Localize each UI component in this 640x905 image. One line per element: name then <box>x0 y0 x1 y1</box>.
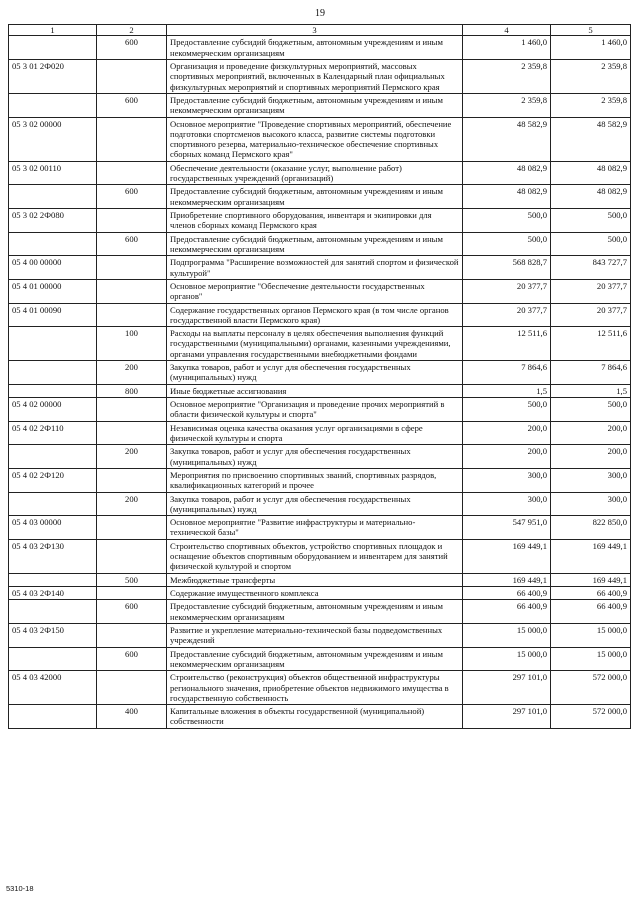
target-article-code <box>9 647 97 671</box>
column-number: 5 <box>551 25 631 36</box>
item-name: Предоставление субсидий бюджетным, автономным учреждениям и иным некоммерческим организациям <box>167 93 463 117</box>
amount-year-1: 2 359,8 <box>463 59 551 93</box>
item-name: Развитие и укрепление материально-технической базы подведомственных учреждений <box>167 623 463 647</box>
amount-year-2: 300,0 <box>551 468 631 492</box>
item-name: Закупка товаров, работ и услуг для обеспечения государственных (муниципальных) нужд <box>167 492 463 516</box>
target-article-code: 05 4 03 00000 <box>9 516 97 540</box>
amount-year-1: 500,0 <box>463 398 551 422</box>
item-name: Капитальные вложения в объекты государственной (муниципальной) собственности <box>167 705 463 729</box>
expense-type-code: 600 <box>97 185 167 209</box>
column-number: 2 <box>97 25 167 36</box>
amount-year-2: 7 864,6 <box>551 361 631 385</box>
target-article-code <box>9 327 97 361</box>
expense-type-code: 400 <box>97 705 167 729</box>
target-article-code <box>9 705 97 729</box>
amount-year-2: 500,0 <box>551 209 631 233</box>
item-name: Подпрограмма "Расширение возможностей для занятий спортом и физической культурой" <box>167 256 463 280</box>
amount-year-2: 48 082,9 <box>551 185 631 209</box>
amount-year-2: 500,0 <box>551 232 631 256</box>
amount-year-2: 1 460,0 <box>551 36 631 60</box>
expense-type-code <box>97 59 167 93</box>
expense-type-code <box>97 303 167 327</box>
amount-year-1: 169 449,1 <box>463 539 551 573</box>
target-article-code: 05 3 02 2Ф080 <box>9 209 97 233</box>
column-number-row <box>9 25 631 36</box>
expense-type-code: 600 <box>97 232 167 256</box>
table-row <box>9 539 631 573</box>
item-name: Основное мероприятие "Развитие инфраструктуры и материально-технической базы" <box>167 516 463 540</box>
item-name: Предоставление субсидий бюджетным, автономным учреждениям и иным некоммерческим организациям <box>167 647 463 671</box>
item-name: Закупка товаров, работ и услуг для обеспечения государственных (муниципальных) нужд <box>167 361 463 385</box>
target-article-code: 05 4 02 2Ф110 <box>9 421 97 445</box>
amount-year-1: 48 082,9 <box>463 161 551 185</box>
target-article-code <box>9 185 97 209</box>
amount-year-1: 20 377,7 <box>463 303 551 327</box>
table-row <box>9 209 631 233</box>
expense-type-code <box>97 539 167 573</box>
target-article-code <box>9 492 97 516</box>
table-row <box>9 303 631 327</box>
table-row <box>9 36 631 60</box>
amount-year-1: 547 951,0 <box>463 516 551 540</box>
table-row <box>9 161 631 185</box>
amount-year-1: 66 400,9 <box>463 587 551 600</box>
expense-type-code <box>97 516 167 540</box>
table-row <box>9 398 631 422</box>
table-row <box>9 623 631 647</box>
table-row <box>9 600 631 624</box>
table-row <box>9 671 631 705</box>
item-name: Предоставление субсидий бюджетным, автономным учреждениям и иным некоммерческим организациям <box>167 232 463 256</box>
expense-type-code: 200 <box>97 361 167 385</box>
amount-year-1: 1 460,0 <box>463 36 551 60</box>
amount-year-2: 48 582,9 <box>551 117 631 161</box>
item-name: Строительство спортивных объектов, устройство спортивных площадок и оснащение объектов спортивным оборудованием и инвентарем для занятий физической культурой и спортом <box>167 539 463 573</box>
amount-year-2: 12 511,6 <box>551 327 631 361</box>
amount-year-1: 15 000,0 <box>463 647 551 671</box>
target-article-code <box>9 361 97 385</box>
expense-type-code: 200 <box>97 445 167 469</box>
amount-year-1: 500,0 <box>463 232 551 256</box>
expense-type-code: 500 <box>97 573 167 586</box>
target-article-code: 05 3 02 00000 <box>9 117 97 161</box>
amount-year-1: 48 082,9 <box>463 185 551 209</box>
amount-year-2: 20 377,7 <box>551 303 631 327</box>
item-name: Основное мероприятие "Проведение спортивных мероприятий, обеспечение подготовки спортсменов высокого класса, развитие системы подготовки спортивного резерва, материально-техническое обеспечение спортивных сборных команд Пермского края" <box>167 117 463 161</box>
expense-type-code: 600 <box>97 93 167 117</box>
amount-year-2: 200,0 <box>551 445 631 469</box>
amount-year-2: 572 000,0 <box>551 671 631 705</box>
item-name: Содержание имущественного комплекса <box>167 587 463 600</box>
table-row <box>9 185 631 209</box>
amount-year-1: 500,0 <box>463 209 551 233</box>
table-row <box>9 468 631 492</box>
amount-year-2: 500,0 <box>551 398 631 422</box>
expense-type-code <box>97 671 167 705</box>
expense-type-code <box>97 623 167 647</box>
item-name: Обеспечение деятельности (оказание услуг, выполнение работ) государственных учреждений (организаций) <box>167 161 463 185</box>
amount-year-1: 15 000,0 <box>463 623 551 647</box>
item-name: Предоставление субсидий бюджетным, автономным учреждениям и иным некоммерческим организациям <box>167 36 463 60</box>
target-article-code: 05 4 01 00090 <box>9 303 97 327</box>
expense-type-code: 600 <box>97 647 167 671</box>
expense-type-code: 600 <box>97 600 167 624</box>
expense-type-code: 200 <box>97 492 167 516</box>
amount-year-1: 66 400,9 <box>463 600 551 624</box>
target-article-code <box>9 600 97 624</box>
footer-code: 5310-18 <box>6 884 34 893</box>
item-name: Межбюджетные трансферты <box>167 573 463 586</box>
table-row <box>9 327 631 361</box>
table-row <box>9 516 631 540</box>
table-row <box>9 256 631 280</box>
amount-year-1: 169 449,1 <box>463 573 551 586</box>
amount-year-1: 12 511,6 <box>463 327 551 361</box>
table-row <box>9 705 631 729</box>
target-article-code <box>9 36 97 60</box>
amount-year-1: 20 377,7 <box>463 279 551 303</box>
expense-type-code <box>97 421 167 445</box>
expense-type-code <box>97 209 167 233</box>
column-number: 3 <box>167 25 463 36</box>
budget-table <box>8 24 631 729</box>
amount-year-2: 20 377,7 <box>551 279 631 303</box>
page-number: 19 <box>315 8 325 19</box>
target-article-code: 05 4 03 42000 <box>9 671 97 705</box>
expense-type-code: 600 <box>97 36 167 60</box>
expense-type-code: 100 <box>97 327 167 361</box>
item-name: Основное мероприятие "Организация и проведение прочих мероприятий в области физической культуры и спорта" <box>167 398 463 422</box>
table-row <box>9 117 631 161</box>
item-name: Организация и проведение физкультурных мероприятий, массовых спортивных мероприятий, включенных в Календарный план официальных физкультурных мероприятий и спортивных мероприятий Пермского края <box>167 59 463 93</box>
table-row <box>9 279 631 303</box>
item-name: Иные бюджетные ассигнования <box>167 384 463 397</box>
amount-year-2: 1,5 <box>551 384 631 397</box>
amount-year-1: 1,5 <box>463 384 551 397</box>
table-row <box>9 384 631 397</box>
amount-year-1: 200,0 <box>463 445 551 469</box>
item-name: Расходы на выплаты персоналу в целях обеспечения выполнения функций государственными (муниципальными) органами, казенными учреждениями, органами управления государственными внебюджетными фондами <box>167 327 463 361</box>
amount-year-2: 15 000,0 <box>551 623 631 647</box>
target-article-code: 05 3 02 00110 <box>9 161 97 185</box>
target-article-code <box>9 445 97 469</box>
table-row <box>9 93 631 117</box>
expense-type-code <box>97 117 167 161</box>
amount-year-2: 572 000,0 <box>551 705 631 729</box>
table-row <box>9 587 631 600</box>
target-article-code <box>9 573 97 586</box>
table-row <box>9 445 631 469</box>
target-article-code: 05 4 01 00000 <box>9 279 97 303</box>
item-name: Приобретение спортивного оборудования, инвентаря и экипировки для членов сборных команд Пермского края <box>167 209 463 233</box>
table-row <box>9 573 631 586</box>
amount-year-1: 2 359,8 <box>463 93 551 117</box>
amount-year-2: 66 400,9 <box>551 587 631 600</box>
amount-year-1: 300,0 <box>463 492 551 516</box>
item-name: Содержание государственных органов Пермского края (в том числе органов государственной власти Пермского края) <box>167 303 463 327</box>
amount-year-2: 843 727,7 <box>551 256 631 280</box>
amount-year-1: 300,0 <box>463 468 551 492</box>
table-row <box>9 421 631 445</box>
target-article-code: 05 4 03 2Ф150 <box>9 623 97 647</box>
table-row <box>9 59 631 93</box>
amount-year-2: 822 850,0 <box>551 516 631 540</box>
target-article-code <box>9 384 97 397</box>
expense-type-code: 800 <box>97 384 167 397</box>
item-name: Мероприятия по присвоению спортивных званий, спортивных разрядов, квалификационных категорий и прочее <box>167 468 463 492</box>
amount-year-2: 2 359,8 <box>551 59 631 93</box>
target-article-code <box>9 232 97 256</box>
amount-year-1: 200,0 <box>463 421 551 445</box>
target-article-code: 05 4 02 2Ф120 <box>9 468 97 492</box>
item-name: Основное мероприятие "Обеспечение деятельности государственных органов" <box>167 279 463 303</box>
column-number: 1 <box>9 25 97 36</box>
amount-year-2: 169 449,1 <box>551 573 631 586</box>
amount-year-1: 297 101,0 <box>463 705 551 729</box>
expense-type-code <box>97 468 167 492</box>
target-article-code: 05 4 02 00000 <box>9 398 97 422</box>
column-number: 4 <box>463 25 551 36</box>
target-article-code: 05 4 00 00000 <box>9 256 97 280</box>
expense-type-code <box>97 161 167 185</box>
amount-year-2: 48 082,9 <box>551 161 631 185</box>
item-name: Предоставление субсидий бюджетным, автономным учреждениям и иным некоммерческим организациям <box>167 600 463 624</box>
item-name: Предоставление субсидий бюджетным, автономным учреждениям и иным некоммерческим организациям <box>167 185 463 209</box>
table-row <box>9 647 631 671</box>
amount-year-2: 2 359,8 <box>551 93 631 117</box>
target-article-code: 05 4 03 2Ф140 <box>9 587 97 600</box>
item-name: Независимая оценка качества оказания услуг организациями в сфере физической культуры и спорта <box>167 421 463 445</box>
amount-year-1: 568 828,7 <box>463 256 551 280</box>
amount-year-2: 15 000,0 <box>551 647 631 671</box>
amount-year-1: 7 864,6 <box>463 361 551 385</box>
target-article-code: 05 4 03 2Ф130 <box>9 539 97 573</box>
table-row <box>9 492 631 516</box>
target-article-code <box>9 93 97 117</box>
expense-type-code <box>97 587 167 600</box>
table-row <box>9 232 631 256</box>
amount-year-1: 48 582,9 <box>463 117 551 161</box>
expense-type-code <box>97 398 167 422</box>
expense-type-code <box>97 256 167 280</box>
amount-year-2: 66 400,9 <box>551 600 631 624</box>
item-name: Закупка товаров, работ и услуг для обеспечения государственных (муниципальных) нужд <box>167 445 463 469</box>
amount-year-2: 300,0 <box>551 492 631 516</box>
target-article-code: 05 3 01 2Ф020 <box>9 59 97 93</box>
amount-year-2: 169 449,1 <box>551 539 631 573</box>
expense-type-code <box>97 279 167 303</box>
amount-year-1: 297 101,0 <box>463 671 551 705</box>
table-row <box>9 361 631 385</box>
item-name: Строительство (реконструкция) объектов общественной инфраструктуры регионального значения, приобретение объектов недвижимого имущества в государственную собственность <box>167 671 463 705</box>
amount-year-2: 200,0 <box>551 421 631 445</box>
